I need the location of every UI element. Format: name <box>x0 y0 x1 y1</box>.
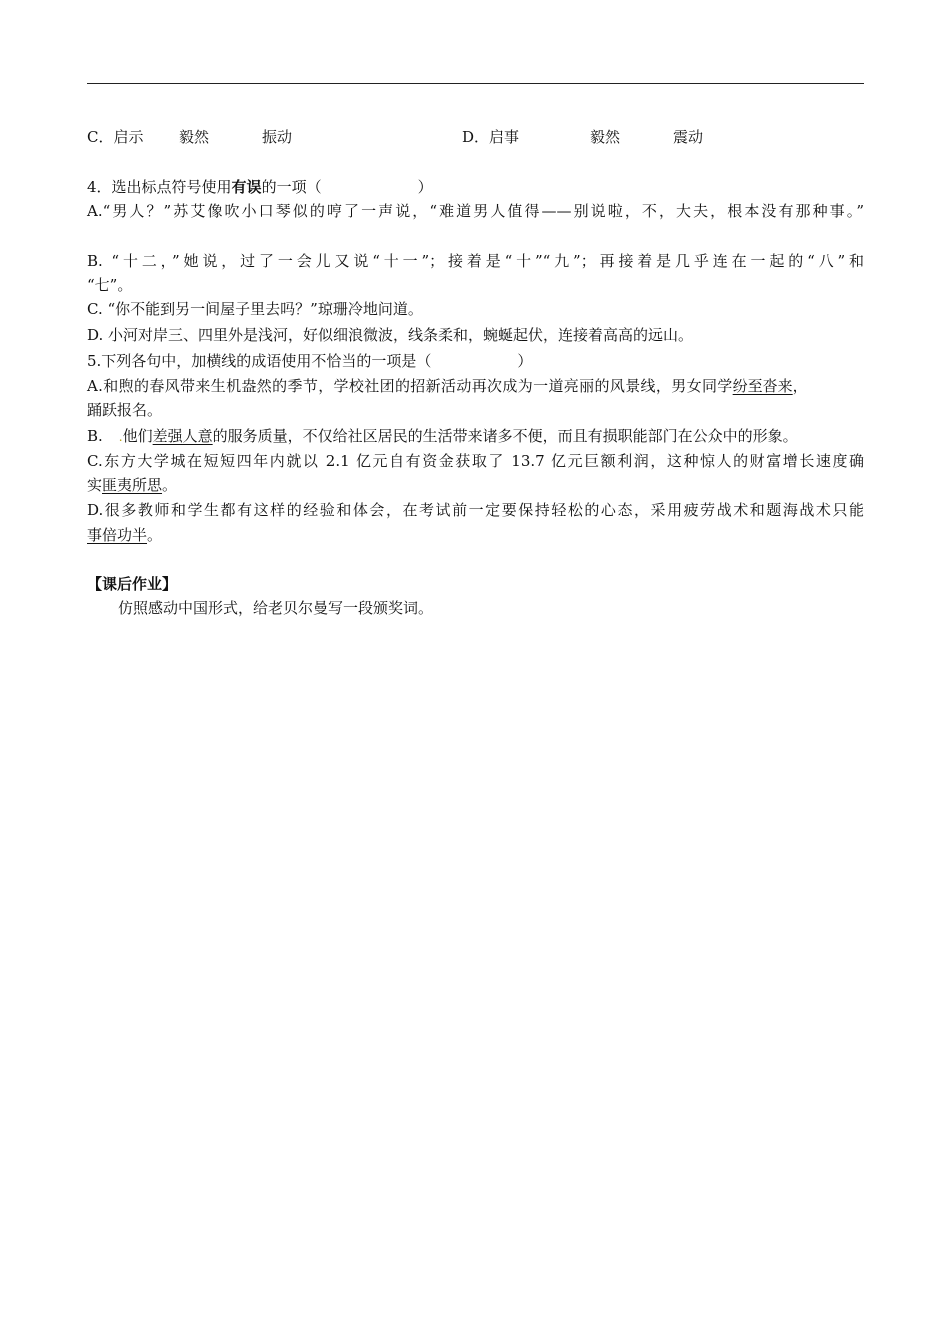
q3-c-label: C．启示 <box>87 128 144 146</box>
q5-b-idiom: 差强人意 <box>152 427 213 445</box>
q5-c-idiom: 匪夷所思 <box>102 476 163 494</box>
q3-option-c <box>87 126 293 148</box>
q3-d-label: D．启事 <box>462 128 520 146</box>
q5-c-punct: 。 <box>162 476 178 494</box>
q3-d-word1: 毅然 <box>590 128 621 146</box>
q5-option-a-line2: 踊跃报名。 <box>87 401 163 419</box>
q4-stem-close: ） <box>417 178 433 196</box>
q3-c-word2: 振动 <box>262 128 293 146</box>
q4-stem <box>87 176 433 198</box>
q5-option-d-line1: D.很多教师和学生都有这样的经验和体会，在考试前一定要保持轻松的心态，采用疲劳战术和题海战术只能 <box>87 501 864 519</box>
q5-b-label: B. <box>87 427 103 445</box>
q5-option-c-line2 <box>87 474 177 496</box>
q5-c-text: 实 <box>87 476 103 494</box>
q5-option-b <box>87 425 798 448</box>
q5-d-punct: 。 <box>147 526 163 544</box>
q4-option-b-line1: B. “十二，”她说，过了一会儿又说“十一”；接着是“十”“九”；再接着是几乎连在一起的“八”和 <box>87 252 864 270</box>
q4-stem-text: 4．选出标点符号使用 <box>87 178 232 196</box>
q5-stem-text: 5.下列各句中，加横线的成语使用不恰当的一项是（ <box>87 352 432 370</box>
homework-heading <box>87 573 177 595</box>
anchor-mark-icon: . <box>118 430 123 444</box>
q4-option-d: D. 小河对岸三、四里外是浅河，好似细浪微波，线条柔和，蜿蜒起伏，连接着高高的远山。 <box>87 326 694 344</box>
q4-option-c: C. “你不能到另一间屋子里去吗？”琼珊冷地问道。 <box>87 300 423 318</box>
homework-text: 仿照感动中国形式，给老贝尔曼写一段颁奖词。 <box>118 599 434 617</box>
q5-b-tail: 的服务质量，不仅给社区居民的生活带来诸多不便，而且有损职能部门在公众中的形象。 <box>212 427 798 445</box>
q5-stem <box>87 350 532 372</box>
q5-option-a-line1 <box>87 375 864 397</box>
q3-c-word1: 毅然 <box>179 128 210 146</box>
q3-option-d <box>462 126 704 148</box>
q5-stem-close: ） <box>517 352 533 370</box>
q4-stem-tail: 的一项（ <box>261 178 322 196</box>
q4-option-b-line2: “七”。 <box>87 276 133 294</box>
q4-stem-emphasis: 有误 <box>231 178 262 196</box>
homework-heading-text: 【课后作业】 <box>87 575 178 593</box>
header-rule <box>87 83 864 84</box>
q5-a-idiom: 纷至沓来 <box>732 377 793 395</box>
q5-a-text: A.和煦的春风带来生机盎然的季节，学校社团的招新活动再次成为一道亮丽的风景线，男女同学 <box>87 377 733 395</box>
q4-option-a: A.“男人？”苏艾像吹小口琴似的哼了一声说，“难道男人值得——别说啦，不，大夫，根本没有那种事。” <box>87 202 864 220</box>
q5-option-c-line1: C.东方大学城在短短四年内就以 2.1 亿元自有资金获取了 13.7 亿元巨额利润，这种惊人的财富增长速度确 <box>87 452 864 470</box>
q5-b-text: 他们 <box>122 427 153 445</box>
q3-d-word2: 震动 <box>673 128 704 146</box>
q5-d-idiom: 事倍功半 <box>87 526 148 544</box>
q5-option-d-line2 <box>87 524 162 546</box>
q5-a-punct: ， <box>792 377 808 395</box>
